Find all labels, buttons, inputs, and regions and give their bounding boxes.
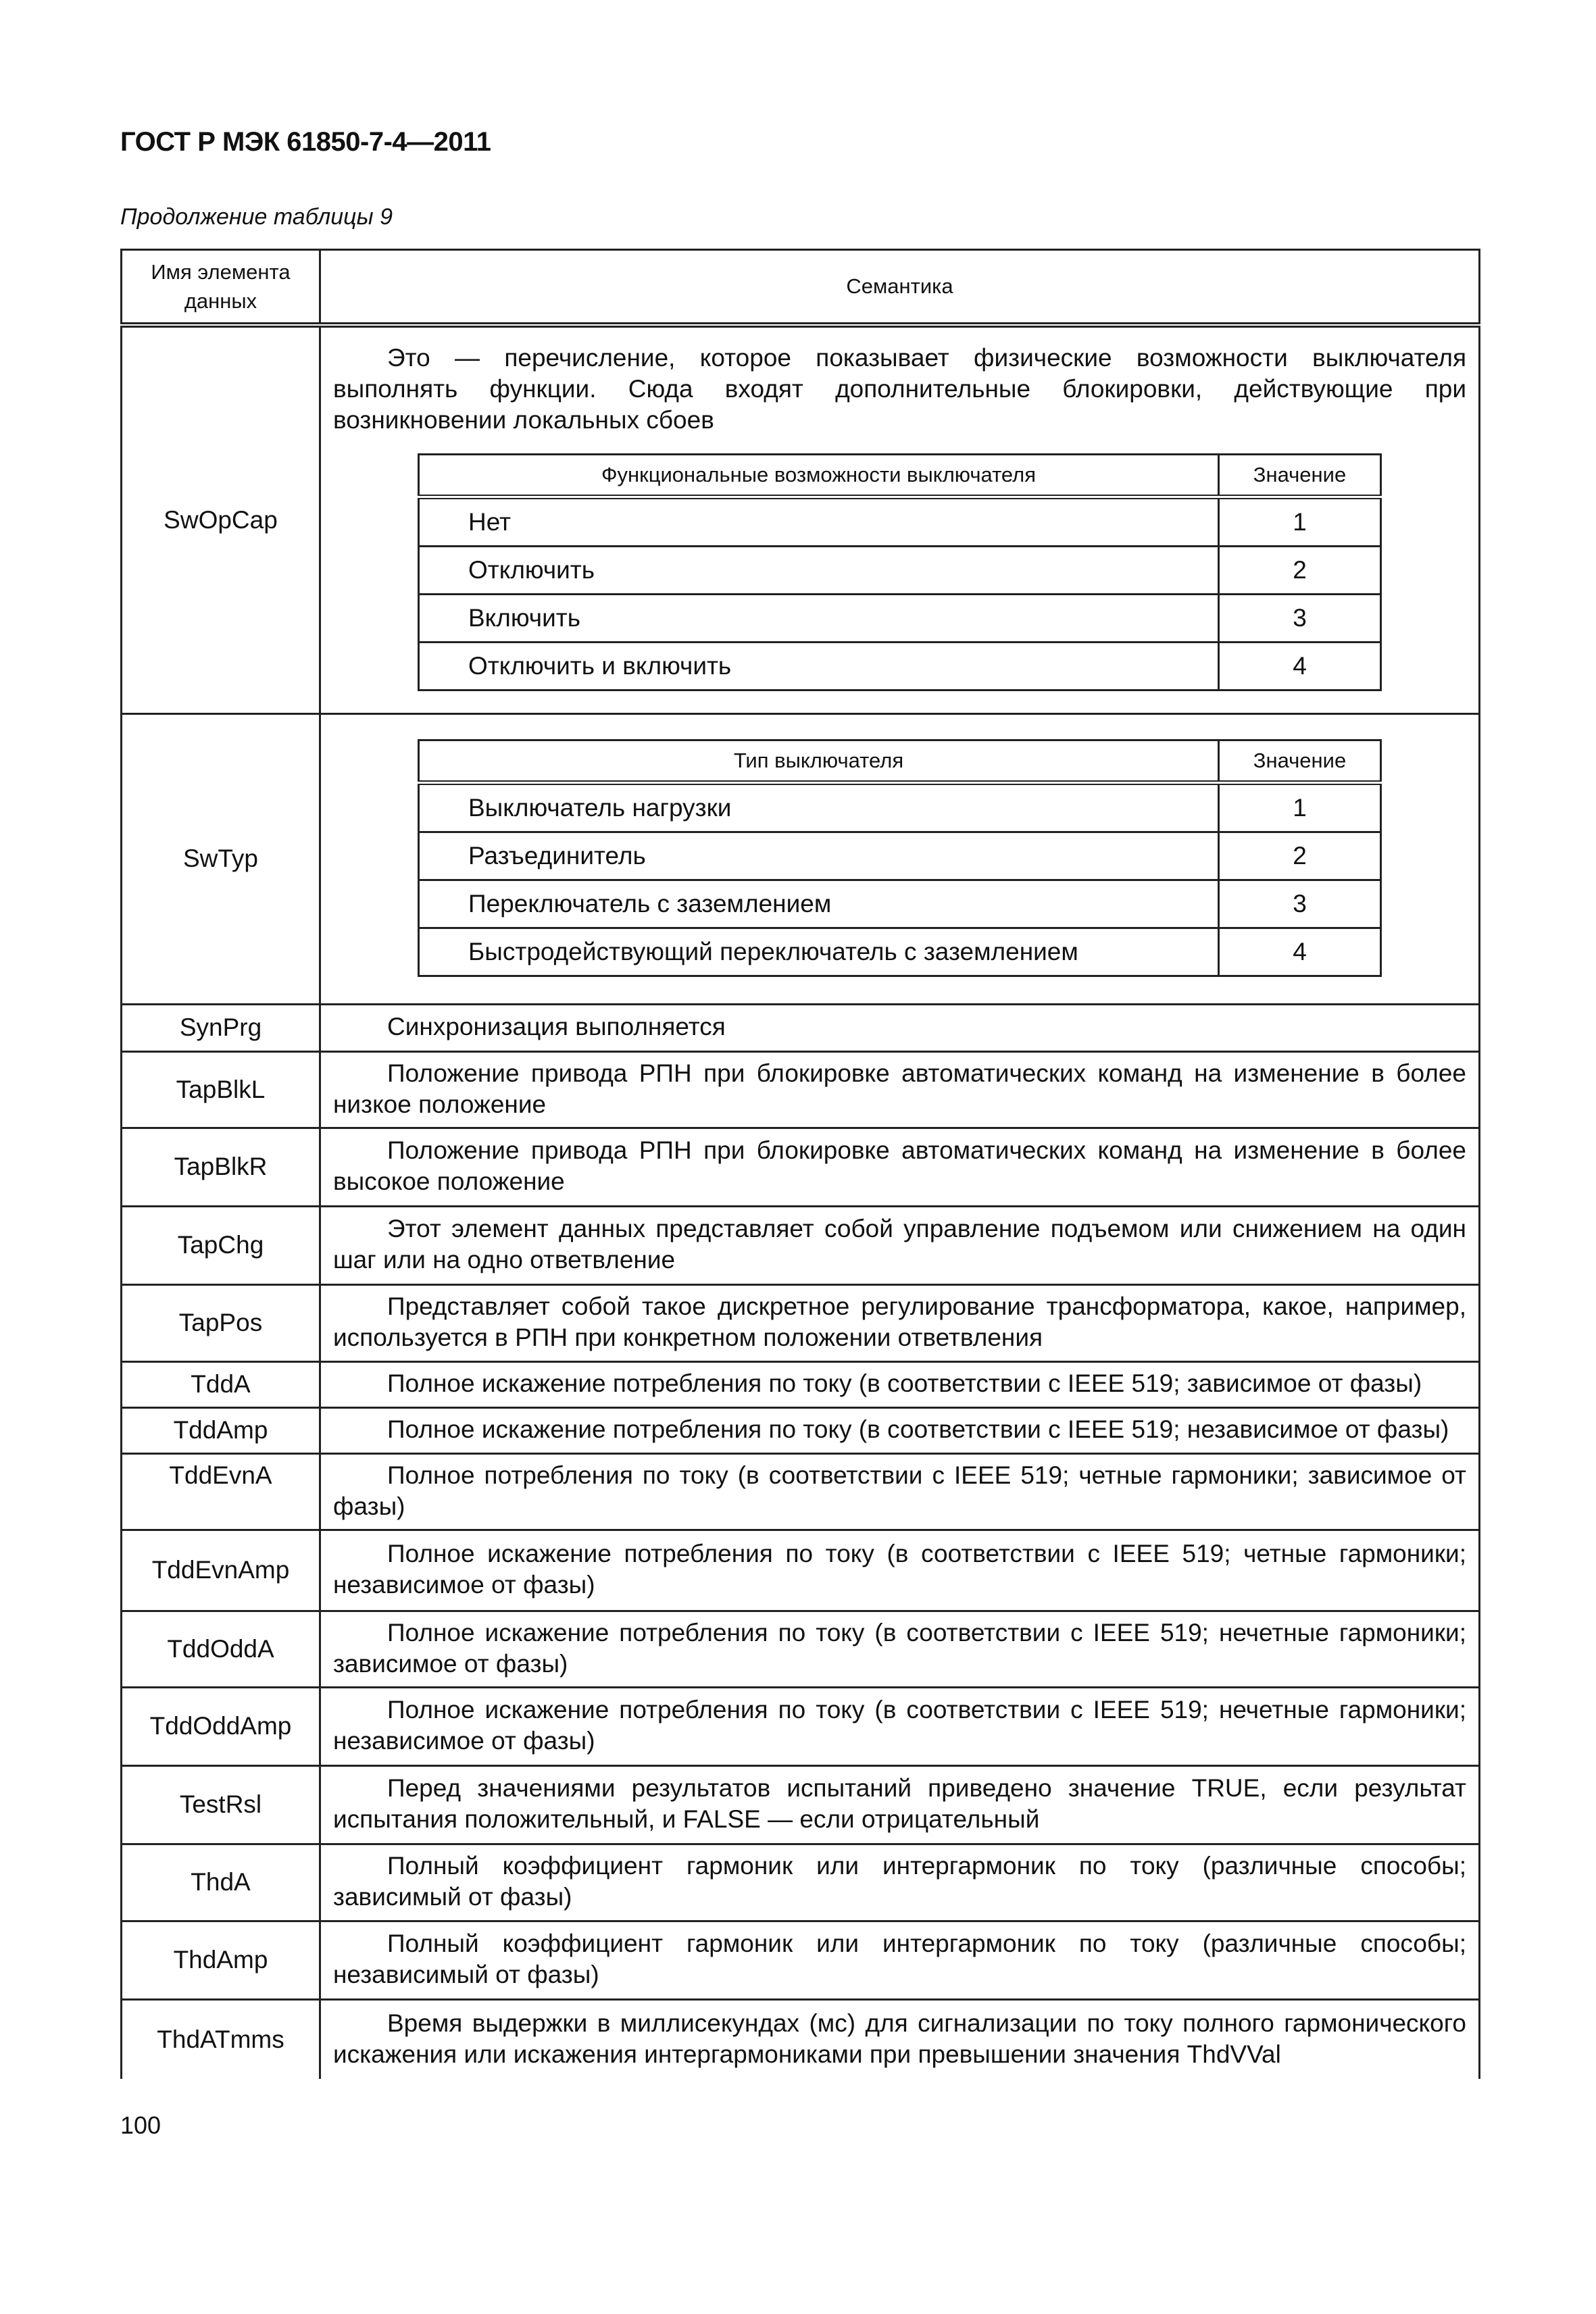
element-name: SwOpCap <box>122 325 320 713</box>
table-row <box>122 1844 1480 1921</box>
table-row <box>122 1051 1480 1128</box>
list-item <box>419 595 1381 643</box>
option-label: Разъединитель <box>419 832 1219 880</box>
option-value: 2 <box>1219 547 1381 595</box>
page-number: 100 <box>120 2111 161 2139</box>
element-name: ThdA <box>122 1844 320 1921</box>
element-semantics <box>320 1206 1480 1284</box>
table-row <box>122 1284 1480 1361</box>
element-semantics <box>320 713 1480 1004</box>
data-elements-table <box>120 249 1480 2079</box>
semantics-text: Полный коэффициент гармоник или интергармоник по току (различные способы; зависимый от фазы) <box>333 1852 1466 1911</box>
element-semantics <box>320 1530 1480 1611</box>
option-label: Быстродействующий переключатель с заземлением <box>419 928 1219 976</box>
element-semantics <box>320 1844 1480 1921</box>
table-header-row <box>122 250 1480 326</box>
option-value: 4 <box>1219 643 1381 690</box>
table-row <box>122 1921 1480 1999</box>
list-item <box>419 783 1381 832</box>
table-row <box>122 325 1480 713</box>
column-header-name: Имя элемента данных <box>122 250 320 326</box>
switch-capability-table <box>418 453 1382 691</box>
element-semantics <box>320 325 1480 713</box>
switch-type-table <box>418 739 1382 977</box>
table-row <box>122 1687 1480 1765</box>
option-label: Переключатель с заземлением <box>419 880 1219 928</box>
element-name: TddEvnAmp <box>122 1530 320 1611</box>
element-semantics <box>320 1407 1480 1453</box>
option-value: 3 <box>1219 595 1381 643</box>
semantics-text: Время выдержки в миллисекундах (мс) для сигнализации по току полного гармонического искажения или искажения интергармониками при превышении значения ThdVVal <box>333 2009 1466 2068</box>
sub-header-value: Значение <box>1219 740 1381 783</box>
table-row <box>122 1999 1480 2079</box>
semantics-text: Положение привода РПН при блокировке автоматических команд на изменение в более низкое положение <box>333 1059 1466 1118</box>
option-value: 1 <box>1219 783 1381 832</box>
element-name: TddOddAmp <box>122 1687 320 1765</box>
semantics-text: Полное искажение потребления по току (в соответствии с IEEE 519; независимое от фазы) <box>387 1415 1449 1443</box>
semantics-text: Полное искажение потребления по току (в соответствии с IEEE 519; нечетные гармоники; зависимое от фазы) <box>333 1618 1466 1678</box>
table-row <box>122 1453 1480 1530</box>
sub-header-capability: Функциональные возможности выключателя <box>419 455 1219 497</box>
semantics-text: Этот элемент данных представляет собой управление подъемом или снижением на один шаг или на одно ответвление <box>333 1215 1466 1274</box>
table-row <box>122 1765 1480 1844</box>
table-row <box>122 1530 1480 1611</box>
list-item <box>419 880 1381 928</box>
option-label: Нет <box>419 497 1219 547</box>
element-semantics <box>320 1999 1480 2079</box>
element-name: TddOddA <box>122 1611 320 1687</box>
element-name: TapBlkR <box>122 1128 320 1206</box>
element-semantics <box>320 1284 1480 1361</box>
element-semantics <box>320 1128 1480 1206</box>
semantics-text: Полное потребления по току (в соответствии с IEEE 519; четные гармоники; зависимое от фазы) <box>333 1461 1466 1520</box>
table-row <box>122 1206 1480 1284</box>
option-label: Отключить <box>419 547 1219 595</box>
option-value: 2 <box>1219 832 1381 880</box>
element-name: SwTyp <box>122 713 320 1004</box>
table-caption: Продолжение таблицы 9 <box>120 204 393 230</box>
semantics-text: Синхронизация выполняется <box>387 1013 726 1040</box>
element-semantics <box>320 1921 1480 1999</box>
element-semantics <box>320 1687 1480 1765</box>
element-name: TapChg <box>122 1206 320 1284</box>
semantics-text: Полное искажение потребления по току (в соответствии с IEEE 519; зависимое от фазы) <box>387 1369 1422 1397</box>
list-item <box>419 832 1381 880</box>
option-label: Отключить и включить <box>419 643 1219 690</box>
list-item <box>419 643 1381 690</box>
option-value: 1 <box>1219 497 1381 547</box>
element-name: TddEvnA <box>122 1453 320 1530</box>
option-label: Включить <box>419 595 1219 643</box>
table-row <box>122 713 1480 1004</box>
element-semantics <box>320 1765 1480 1844</box>
list-item <box>419 928 1381 976</box>
table-row <box>122 1128 1480 1206</box>
semantics-text: Полное искажение потребления по току (в соответствии с IEEE 519; нечетные гармоники; независимое от фазы) <box>333 1696 1466 1755</box>
table-row <box>122 1004 1480 1051</box>
semantics-text: Положение привода РПН при блокировке автоматических команд на изменение в более высокое положение <box>333 1136 1466 1195</box>
sub-header-value: Значение <box>1219 455 1381 497</box>
option-value: 3 <box>1219 880 1381 928</box>
list-item <box>419 547 1381 595</box>
element-name: TddAmp <box>122 1407 320 1453</box>
option-value: 4 <box>1219 928 1381 976</box>
element-semantics <box>320 1453 1480 1530</box>
list-item <box>419 497 1381 547</box>
element-name: TestRsl <box>122 1765 320 1844</box>
element-name: TapBlkL <box>122 1051 320 1128</box>
element-semantics <box>320 1361 1480 1407</box>
element-semantics <box>320 1004 1480 1051</box>
element-name: ThdATmms <box>122 1999 320 2079</box>
element-name: TapPos <box>122 1284 320 1361</box>
sub-header-type: Тип выключателя <box>419 740 1219 783</box>
semantics-text: Полное искажение потребления по току (в соответствии с IEEE 519; четные гармоники; независимое от фазы) <box>333 1540 1466 1599</box>
element-semantics <box>320 1051 1480 1128</box>
semantics-text: Это — перечисление, которое показывает физические возможности выключателя выполнять функции. Сюда входят дополнительные блокировки, действующие при возникновении локальных сбоев <box>333 344 1466 434</box>
element-name: ThdAmp <box>122 1921 320 1999</box>
semantics-text: Полный коэффициент гармоник или интергармоник по току (различные способы; независимый от фазы) <box>333 1930 1466 1988</box>
element-semantics <box>320 1611 1480 1687</box>
table-row <box>122 1361 1480 1407</box>
element-name: SynPrg <box>122 1004 320 1051</box>
column-header-semantics: Семантика <box>320 250 1480 326</box>
option-label: Выключатель нагрузки <box>419 783 1219 832</box>
table-row <box>122 1611 1480 1687</box>
semantics-text: Представляет собой такое дискретное регулирование трансформатора, какое, например, используется в РПН при конкретном положении ответвления <box>333 1292 1466 1351</box>
semantics-text: Перед значениями результатов испытаний приведено значение TRUE, если результат испытания положительный, и FALSE — если отрицательный <box>333 1774 1466 1833</box>
element-name: TddA <box>122 1361 320 1407</box>
document-header: ГОСТ Р МЭК 61850-7-4—2011 <box>120 127 491 157</box>
table-row <box>122 1407 1480 1453</box>
